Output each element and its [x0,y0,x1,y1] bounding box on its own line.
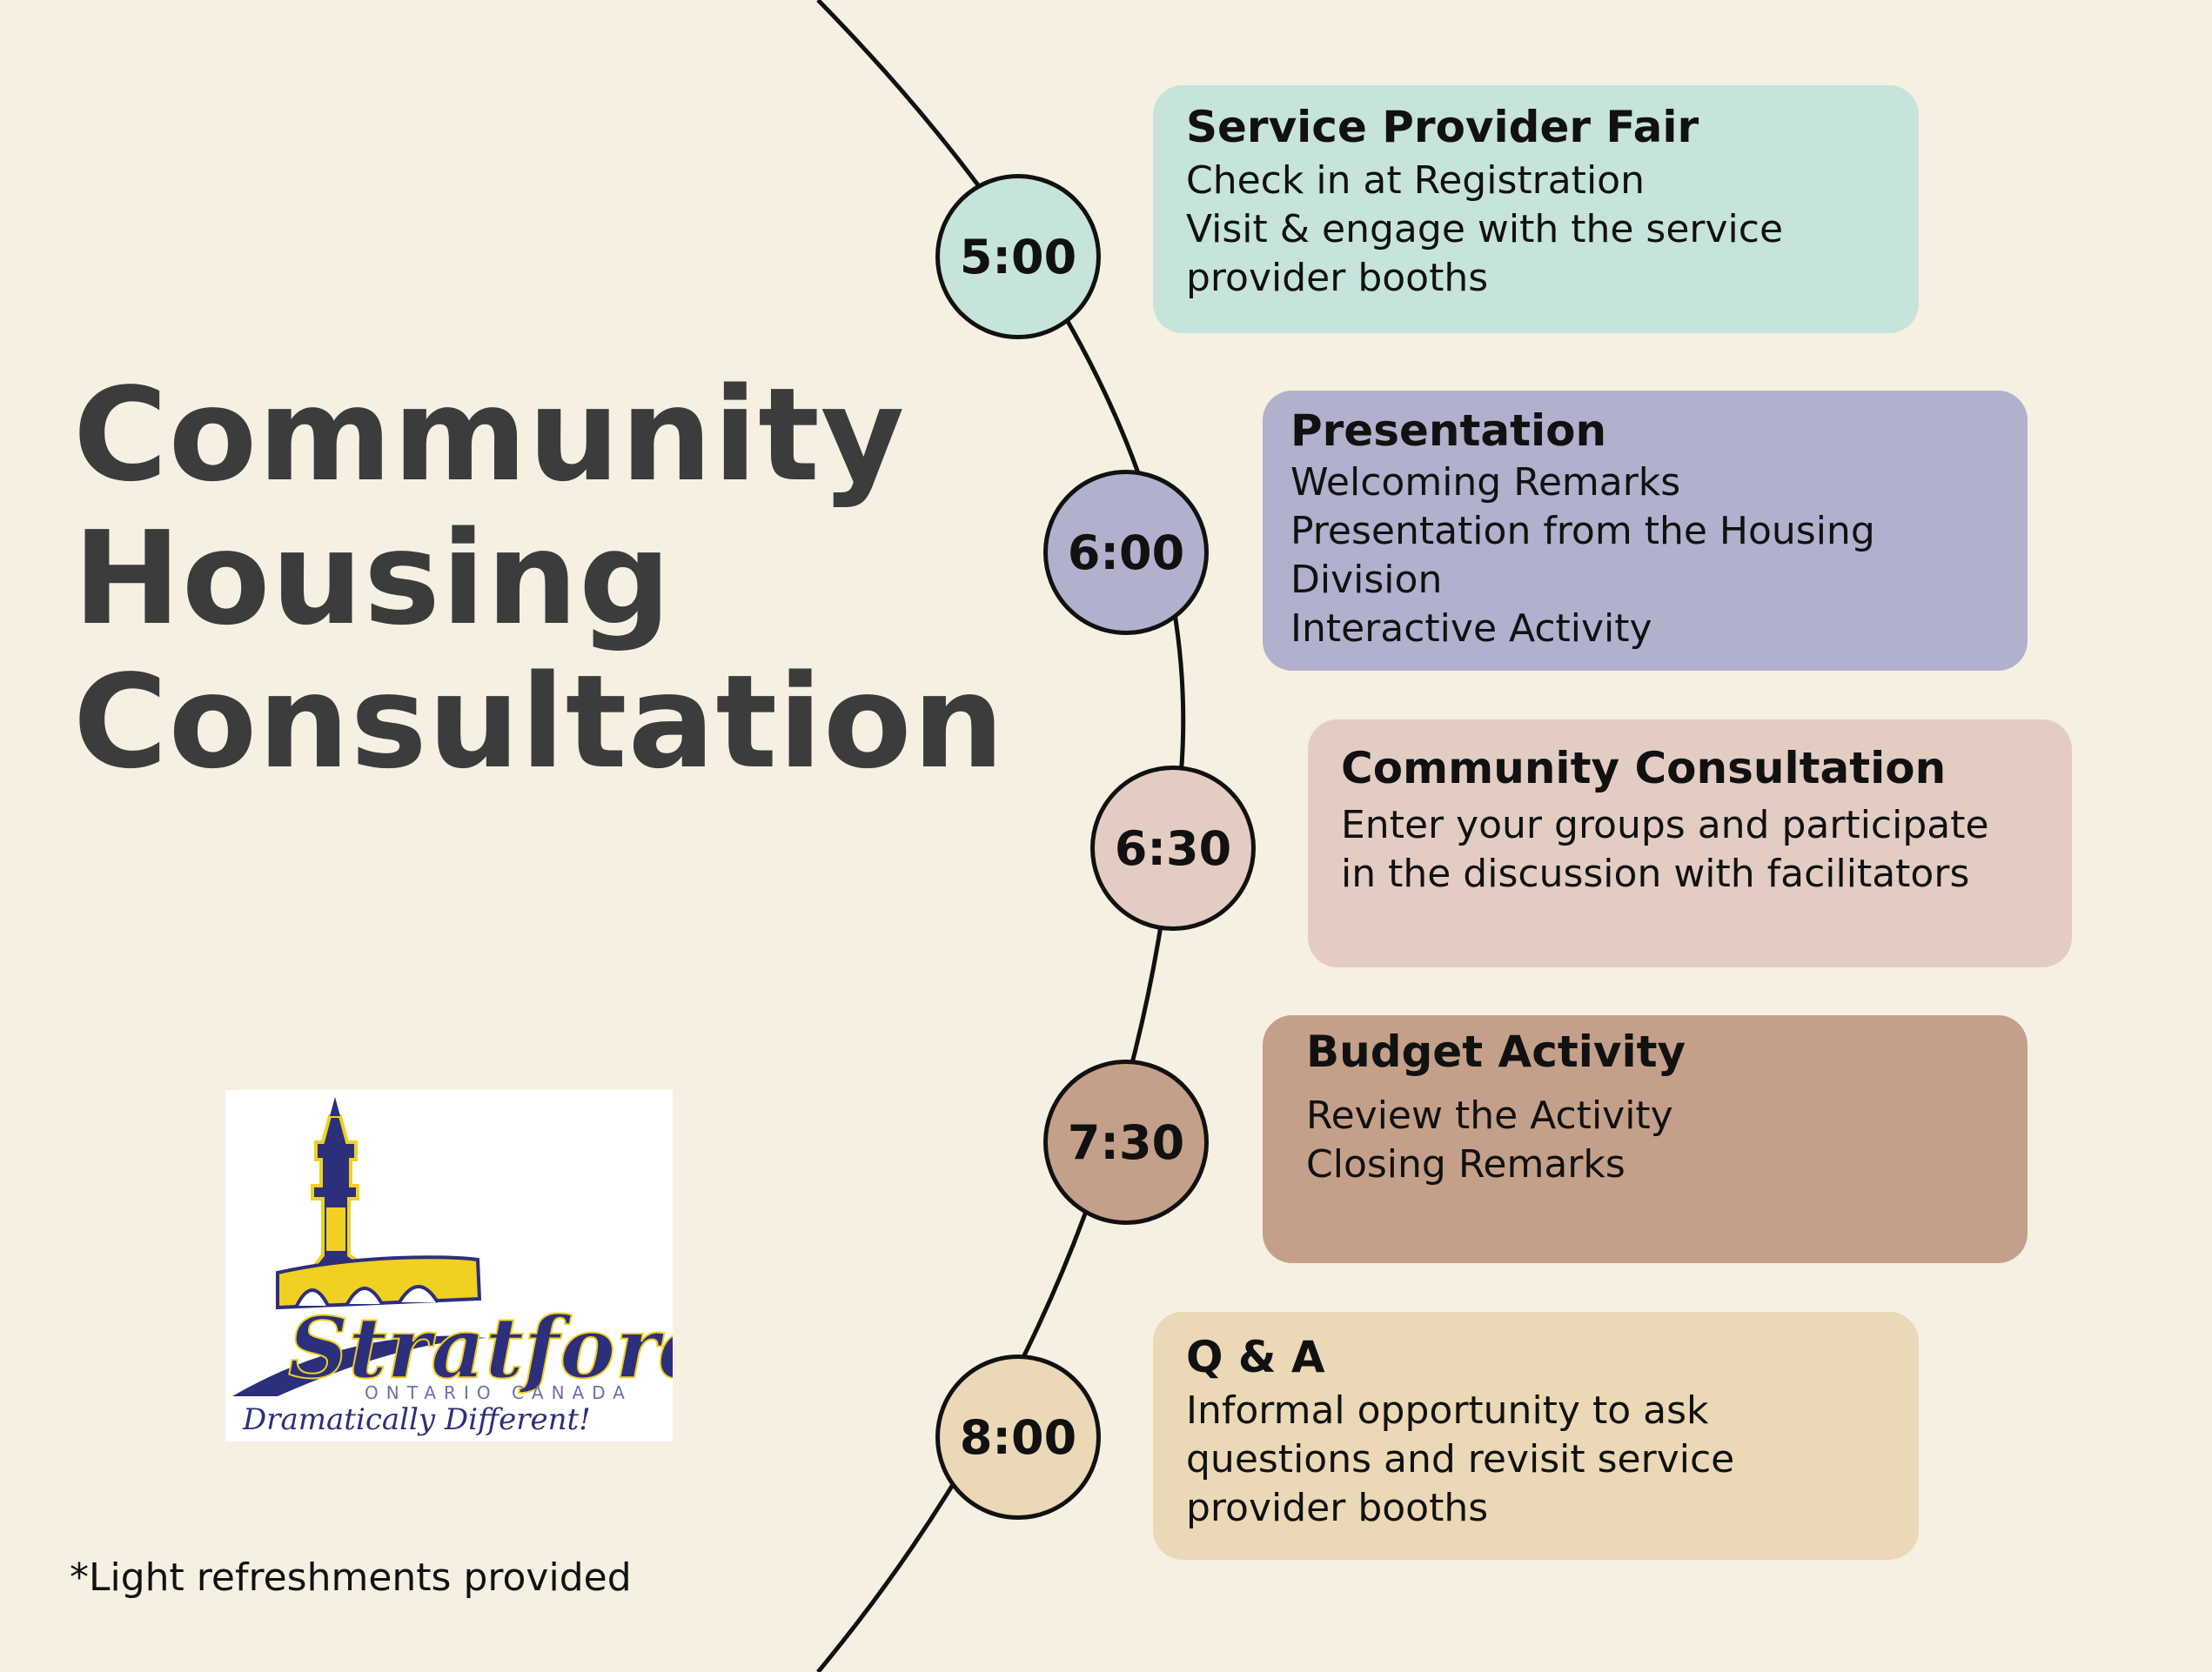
title-line-3: Consultation [73,647,1005,797]
time-circle-8-00 [935,1354,1101,1520]
logo-wordmark: Stratfor [288,1299,660,1397]
card-title: Presentation [1290,405,1607,456]
schedule-card-budget-activity [1263,1015,2028,1263]
card-line: Informal opportunity to ask [1186,1388,1709,1433]
card-line: questions and revisit service [1186,1437,1735,1481]
card-line: Interactive Activity [1290,606,1652,651]
schedule-card-q-and-a [1153,1312,1919,1560]
card-title: Budget Activity [1306,1027,1686,1077]
time-circle-6-30 [1090,766,1256,931]
logo-tagline: Dramatically Different! [243,1402,591,1437]
footnote: *Light refreshments provided [70,1555,632,1600]
card-line: Closing Remarks [1306,1142,1625,1187]
card-body [1290,458,1994,653]
card-line: Presentation from the Housing [1290,509,1875,553]
card-line: Check in at Registration [1186,158,1645,203]
card-line: Division [1290,558,1443,602]
card-body [1306,1092,1994,1189]
time-label: 5:00 [959,229,1077,284]
card-body [1186,157,1886,303]
schedule-card-community-consultation [1308,719,2072,967]
time-circle-6-00 [1043,470,1209,635]
card-line: provider booths [1186,256,1489,300]
schedule-card-service-provider-fair [1153,85,1919,333]
time-circle-7-30 [1043,1060,1209,1225]
card-line: in the discussion with facilitators [1341,852,1970,896]
card-line: provider booths [1186,1486,1489,1530]
card-line: Visit & engage with the service [1186,207,1784,251]
time-label: 6:00 [1067,525,1185,580]
card-line: Review the Activity [1306,1093,1673,1138]
card-body [1341,801,2039,899]
title-line-1: Community [73,360,906,510]
page-title [73,360,1005,797]
logo-subtitle: ONTARIO CANADA [365,1382,633,1403]
card-line: Enter your groups and participate [1341,803,1989,847]
card-title: Community Consultation [1341,743,1947,793]
time-label: 7:30 [1067,1114,1185,1170]
time-label: 6:30 [1114,820,1232,876]
time-circle-5-00 [935,174,1101,339]
time-label: 8:00 [959,1409,1077,1465]
card-title: Q & A [1186,1332,1325,1382]
card-title: Service Provider Fair [1186,102,1699,152]
title-line-2: Housing [73,504,673,653]
card-body [1186,1387,1886,1533]
stratford-logo [225,1090,673,1441]
card-line: Welcoming Remarks [1290,460,1681,505]
stratford-logo-graphic [225,1090,673,1441]
schedule-card-presentation [1263,391,2028,671]
